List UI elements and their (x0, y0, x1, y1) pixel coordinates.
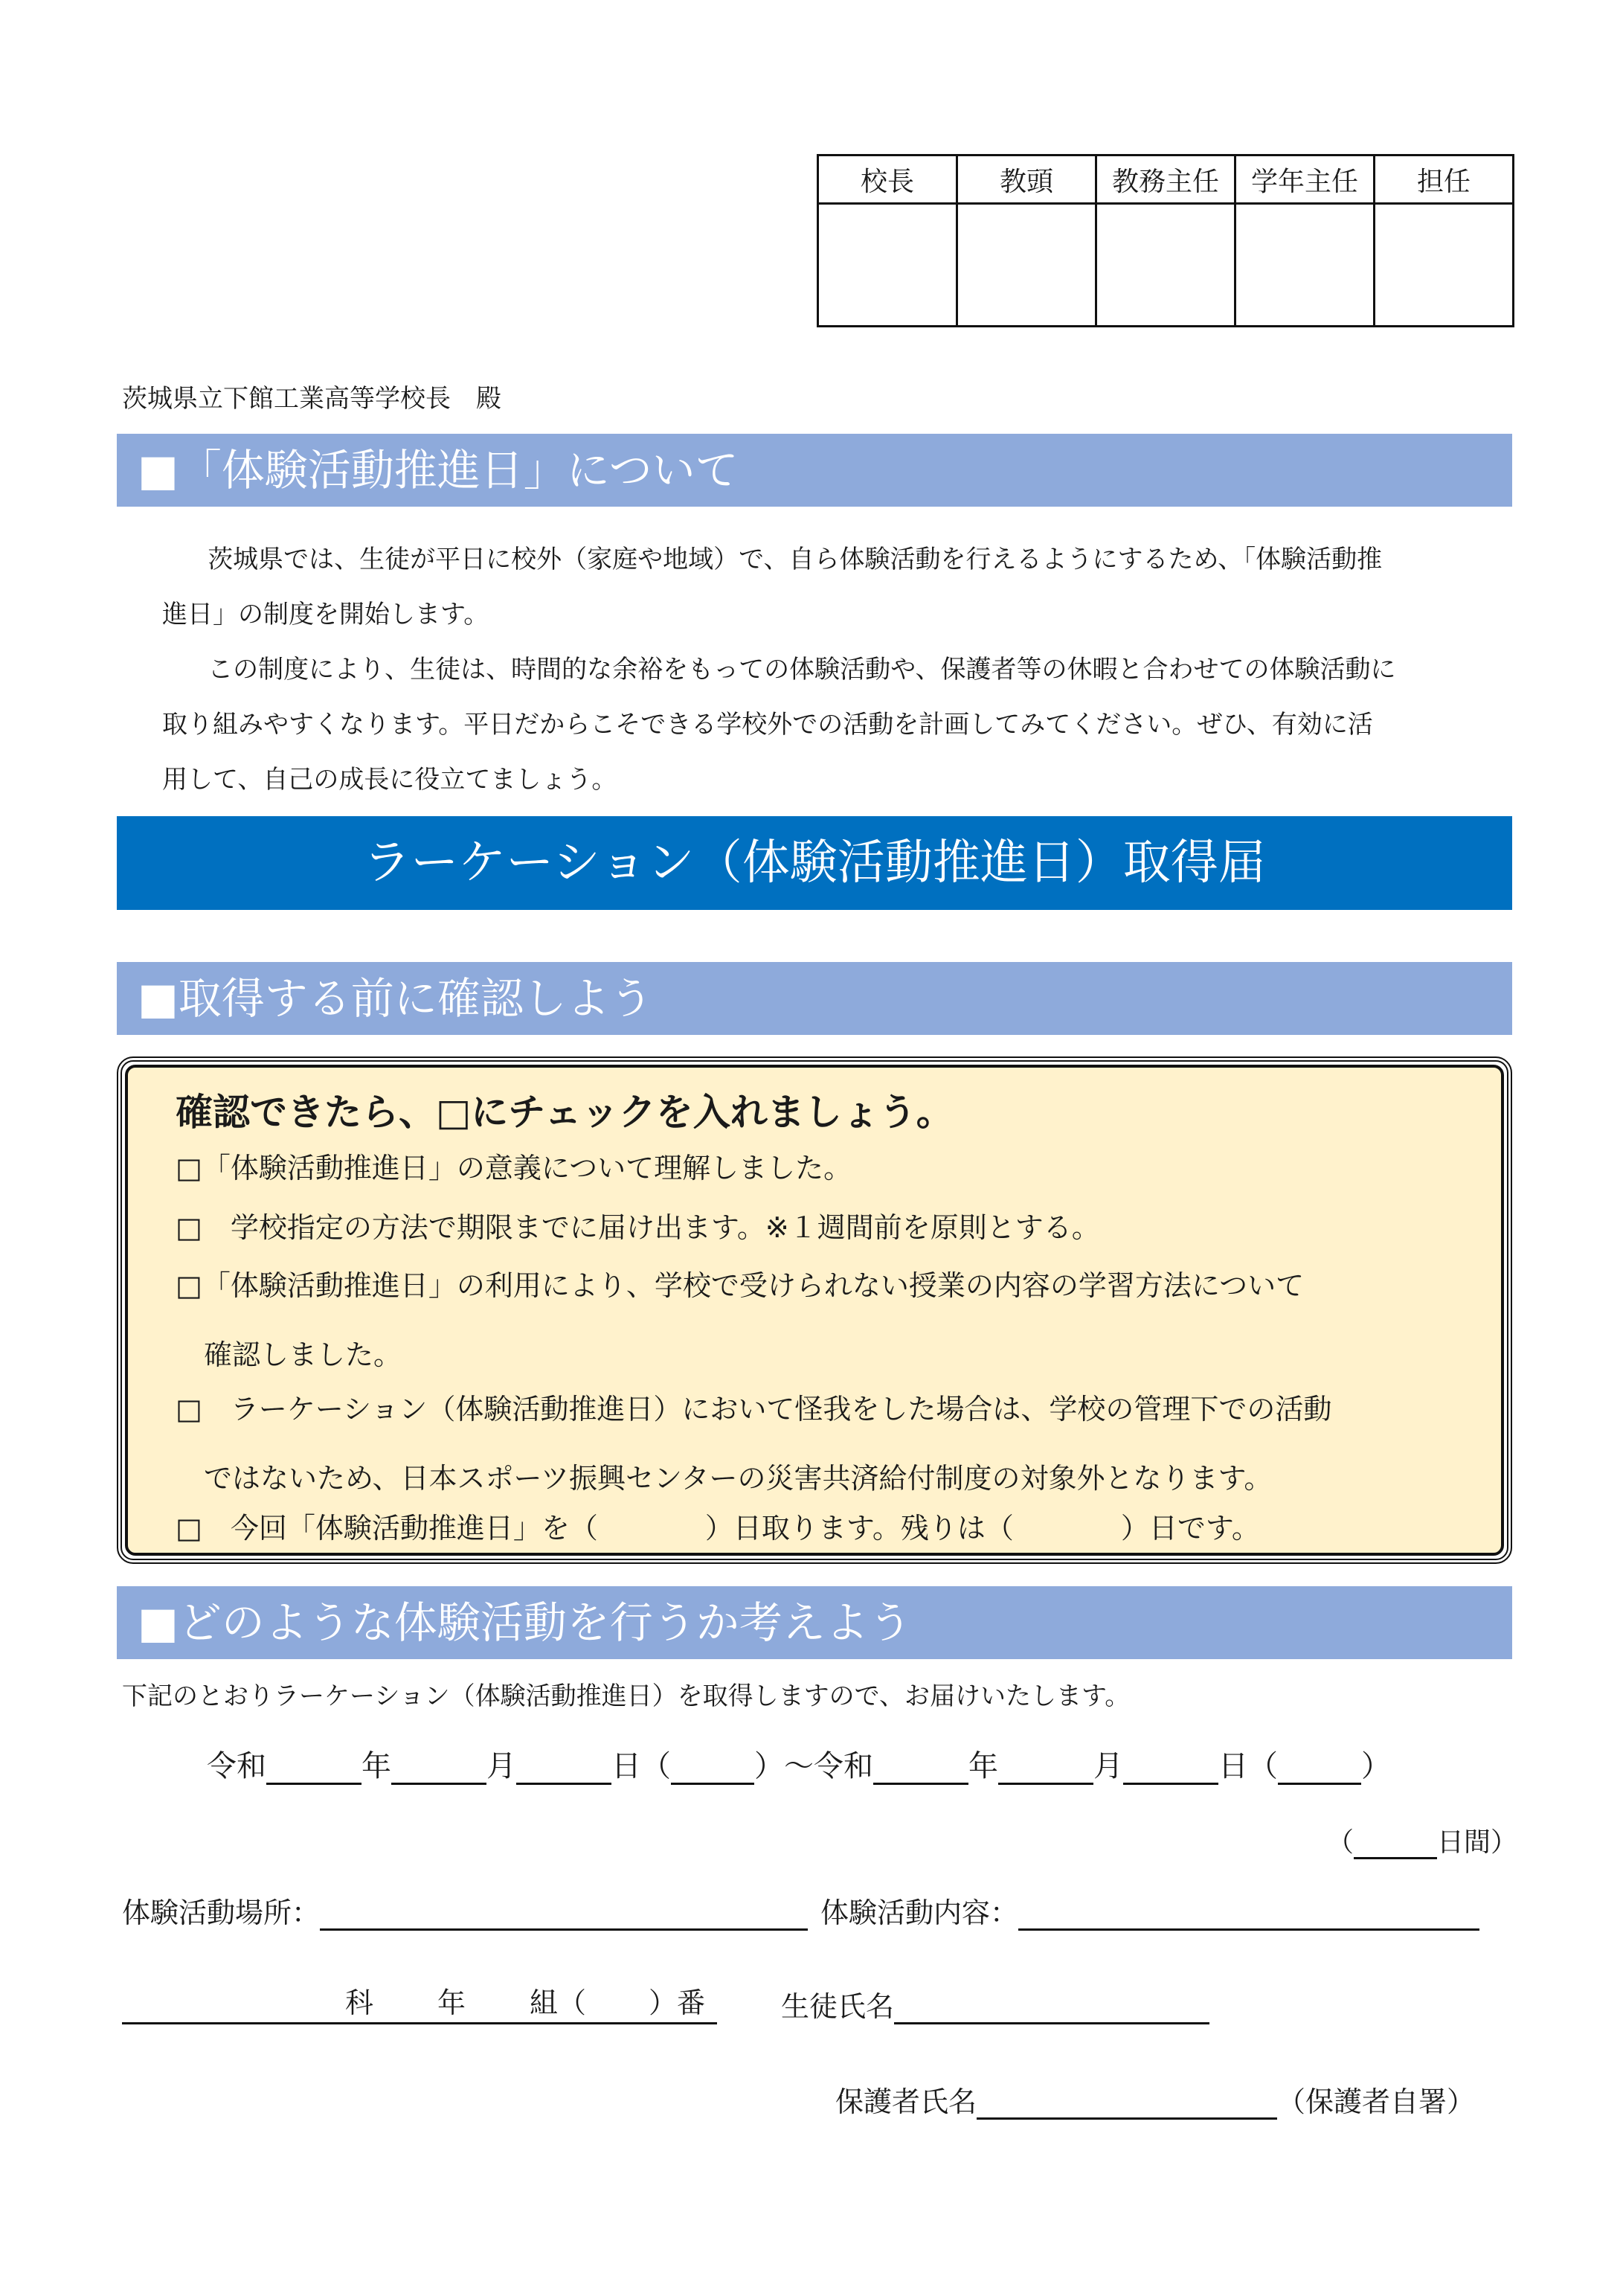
start-weekday-open: （ (641, 1749, 671, 1783)
activity-place-label: 体験活動場所： (122, 1896, 321, 1929)
activity-place-row (122, 1890, 808, 1931)
end-day-field[interactable] (1123, 1750, 1218, 1785)
activity-content-field[interactable] (1018, 1896, 1479, 1931)
checklist-item-study-method-line1: □「体験活動推進日」の利用により、学校で受けられない授業の内容の学習方法について (176, 1269, 1305, 1302)
start-month-label: 月 (486, 1749, 516, 1783)
days-suffix: ）日です。 (1120, 1512, 1260, 1545)
section-heading-confirm: ■取得する前に確認しよう (117, 962, 1512, 1035)
checklist-panel (125, 1065, 1504, 1556)
intro-p2-line3: 用して、自己の成長に役立てましょう。 (162, 765, 617, 795)
total-days-open: （ (1327, 1827, 1354, 1858)
approval-role-academic-head: 教務主任 (1096, 155, 1235, 204)
class-label: 組（ (530, 1986, 587, 2019)
checklist-item-significance[interactable]: □「体験活動推進日」の意義について理解しました。 (176, 1152, 852, 1184)
approval-stamp-table (817, 154, 1514, 327)
end-year-field[interactable] (873, 1750, 968, 1785)
days-take-label: □ 今回「体験活動推進日」を（ (176, 1512, 598, 1545)
start-day-label: 日 (611, 1749, 641, 1783)
approval-role-grade-head: 学年主任 (1235, 155, 1375, 204)
total-days-row (1327, 1821, 1517, 1859)
grade-label: 年 (437, 1986, 466, 2019)
stamp-cell-grade-head[interactable] (1235, 204, 1375, 327)
checklist-item-study-method[interactable] (176, 1263, 1304, 1373)
stamp-cell-principal[interactable] (818, 204, 957, 327)
end-day-label: 日 (1218, 1749, 1248, 1783)
end-weekday-field[interactable] (1278, 1750, 1361, 1785)
guardian-name-label: 保護者氏名 (835, 2085, 977, 2118)
guardian-name-field[interactable] (977, 2085, 1277, 2120)
approval-role-homeroom: 担任 (1375, 155, 1514, 204)
end-month-field[interactable] (998, 1750, 1093, 1785)
checklist-item-days[interactable] (176, 1505, 1260, 1546)
activity-content-label: 体験活動内容： (820, 1896, 1019, 1929)
intro-p1-line2: 進日」の制度を開始します。 (162, 600, 489, 629)
form-title: ラーケーション（体験活動推進日）取得届 (117, 816, 1512, 910)
checklist-item-injury-line2: ではないため、日本スポーツ振興センターの災害共済給付制度の対象外となります。 (204, 1462, 1273, 1495)
date-range-row (207, 1742, 1391, 1785)
activity-place-field[interactable] (320, 1896, 808, 1931)
notification-statement: 下記のとおりラーケーション（体験活動推進日）を取得しますので、お届けいたします。 (122, 1681, 1131, 1711)
range-separator: ）～令和 (754, 1749, 873, 1783)
total-days-field[interactable] (1354, 1824, 1437, 1859)
student-name-label: 生徒氏名 (781, 1990, 895, 2023)
start-day-field[interactable] (516, 1750, 611, 1785)
intro-p2-line2: 取り組みやすくなります。平日だからこそできる学校外での活動を計画してみてください。ぜひ、有効に活 (162, 710, 1373, 740)
start-era-label: 令和 (207, 1749, 266, 1783)
start-year-field[interactable] (266, 1750, 361, 1785)
checklist-item-study-method-line2: 確認しました。 (204, 1338, 402, 1371)
student-name-field[interactable] (894, 1989, 1209, 2024)
checklist-item-deadline[interactable]: □ 学校指定の方法で期限までに届け出ます。※１週間前を原則とする。 (176, 1211, 1100, 1244)
checklist-item-injury-line1: □ ラーケーション（体験活動推進日）において怪我をした場合は、学校の管理下での活動 (176, 1393, 1332, 1426)
number-label: ）番 (649, 1986, 706, 2019)
intro-p2-line1: この制度により、生徒は、時間的な余裕をもっての体験活動や、保護者等の休暇と合わせての体験活動に (208, 655, 1396, 684)
section-heading-plan: ■どのような体験活動を行うか考えよう (117, 1586, 1512, 1659)
student-class-field[interactable] (122, 1986, 717, 2024)
start-year-label: 年 (361, 1749, 391, 1783)
student-info-row (122, 1984, 1209, 2024)
start-month-field[interactable] (391, 1750, 486, 1785)
approval-role-vice-principal: 教頭 (957, 155, 1096, 204)
stamp-cell-homeroom[interactable] (1375, 204, 1514, 327)
end-weekday-close: ） (1361, 1749, 1391, 1783)
activity-content-row (820, 1890, 1479, 1931)
days-remaining-label: ）日取ります。残りは（ (704, 1512, 1014, 1545)
checklist-item-injury-coverage[interactable] (176, 1386, 1331, 1496)
end-month-label: 月 (1093, 1749, 1123, 1783)
intro-text (162, 532, 1505, 807)
guardian-row (835, 2079, 1475, 2120)
section-heading-about: ■「体験活動推進日」について (117, 434, 1512, 507)
checklist-box (117, 1056, 1512, 1564)
checklist-heading: 確認できたら、□にチェックを入れましょう。 (176, 1091, 954, 1134)
total-days-label: 日間） (1437, 1827, 1518, 1858)
start-weekday-field[interactable] (671, 1750, 754, 1785)
approval-role-principal: 校長 (818, 155, 957, 204)
guardian-signature-note: （保護者自署） (1277, 2085, 1476, 2118)
addressee: 茨城県立下館工業高等学校長 殿 (122, 384, 501, 414)
stamp-cell-academic-head[interactable] (1096, 204, 1235, 327)
end-year-label: 年 (968, 1749, 998, 1783)
dept-label: 科 (345, 1986, 374, 2019)
intro-p1-line1: 茨城県では、生徒が平日に校外（家庭や地域）で、自ら体験活動を行えるようにするため、「体験活動推 (208, 545, 1383, 574)
stamp-cell-vice-principal[interactable] (957, 204, 1096, 327)
end-weekday-open: （ (1248, 1749, 1278, 1783)
